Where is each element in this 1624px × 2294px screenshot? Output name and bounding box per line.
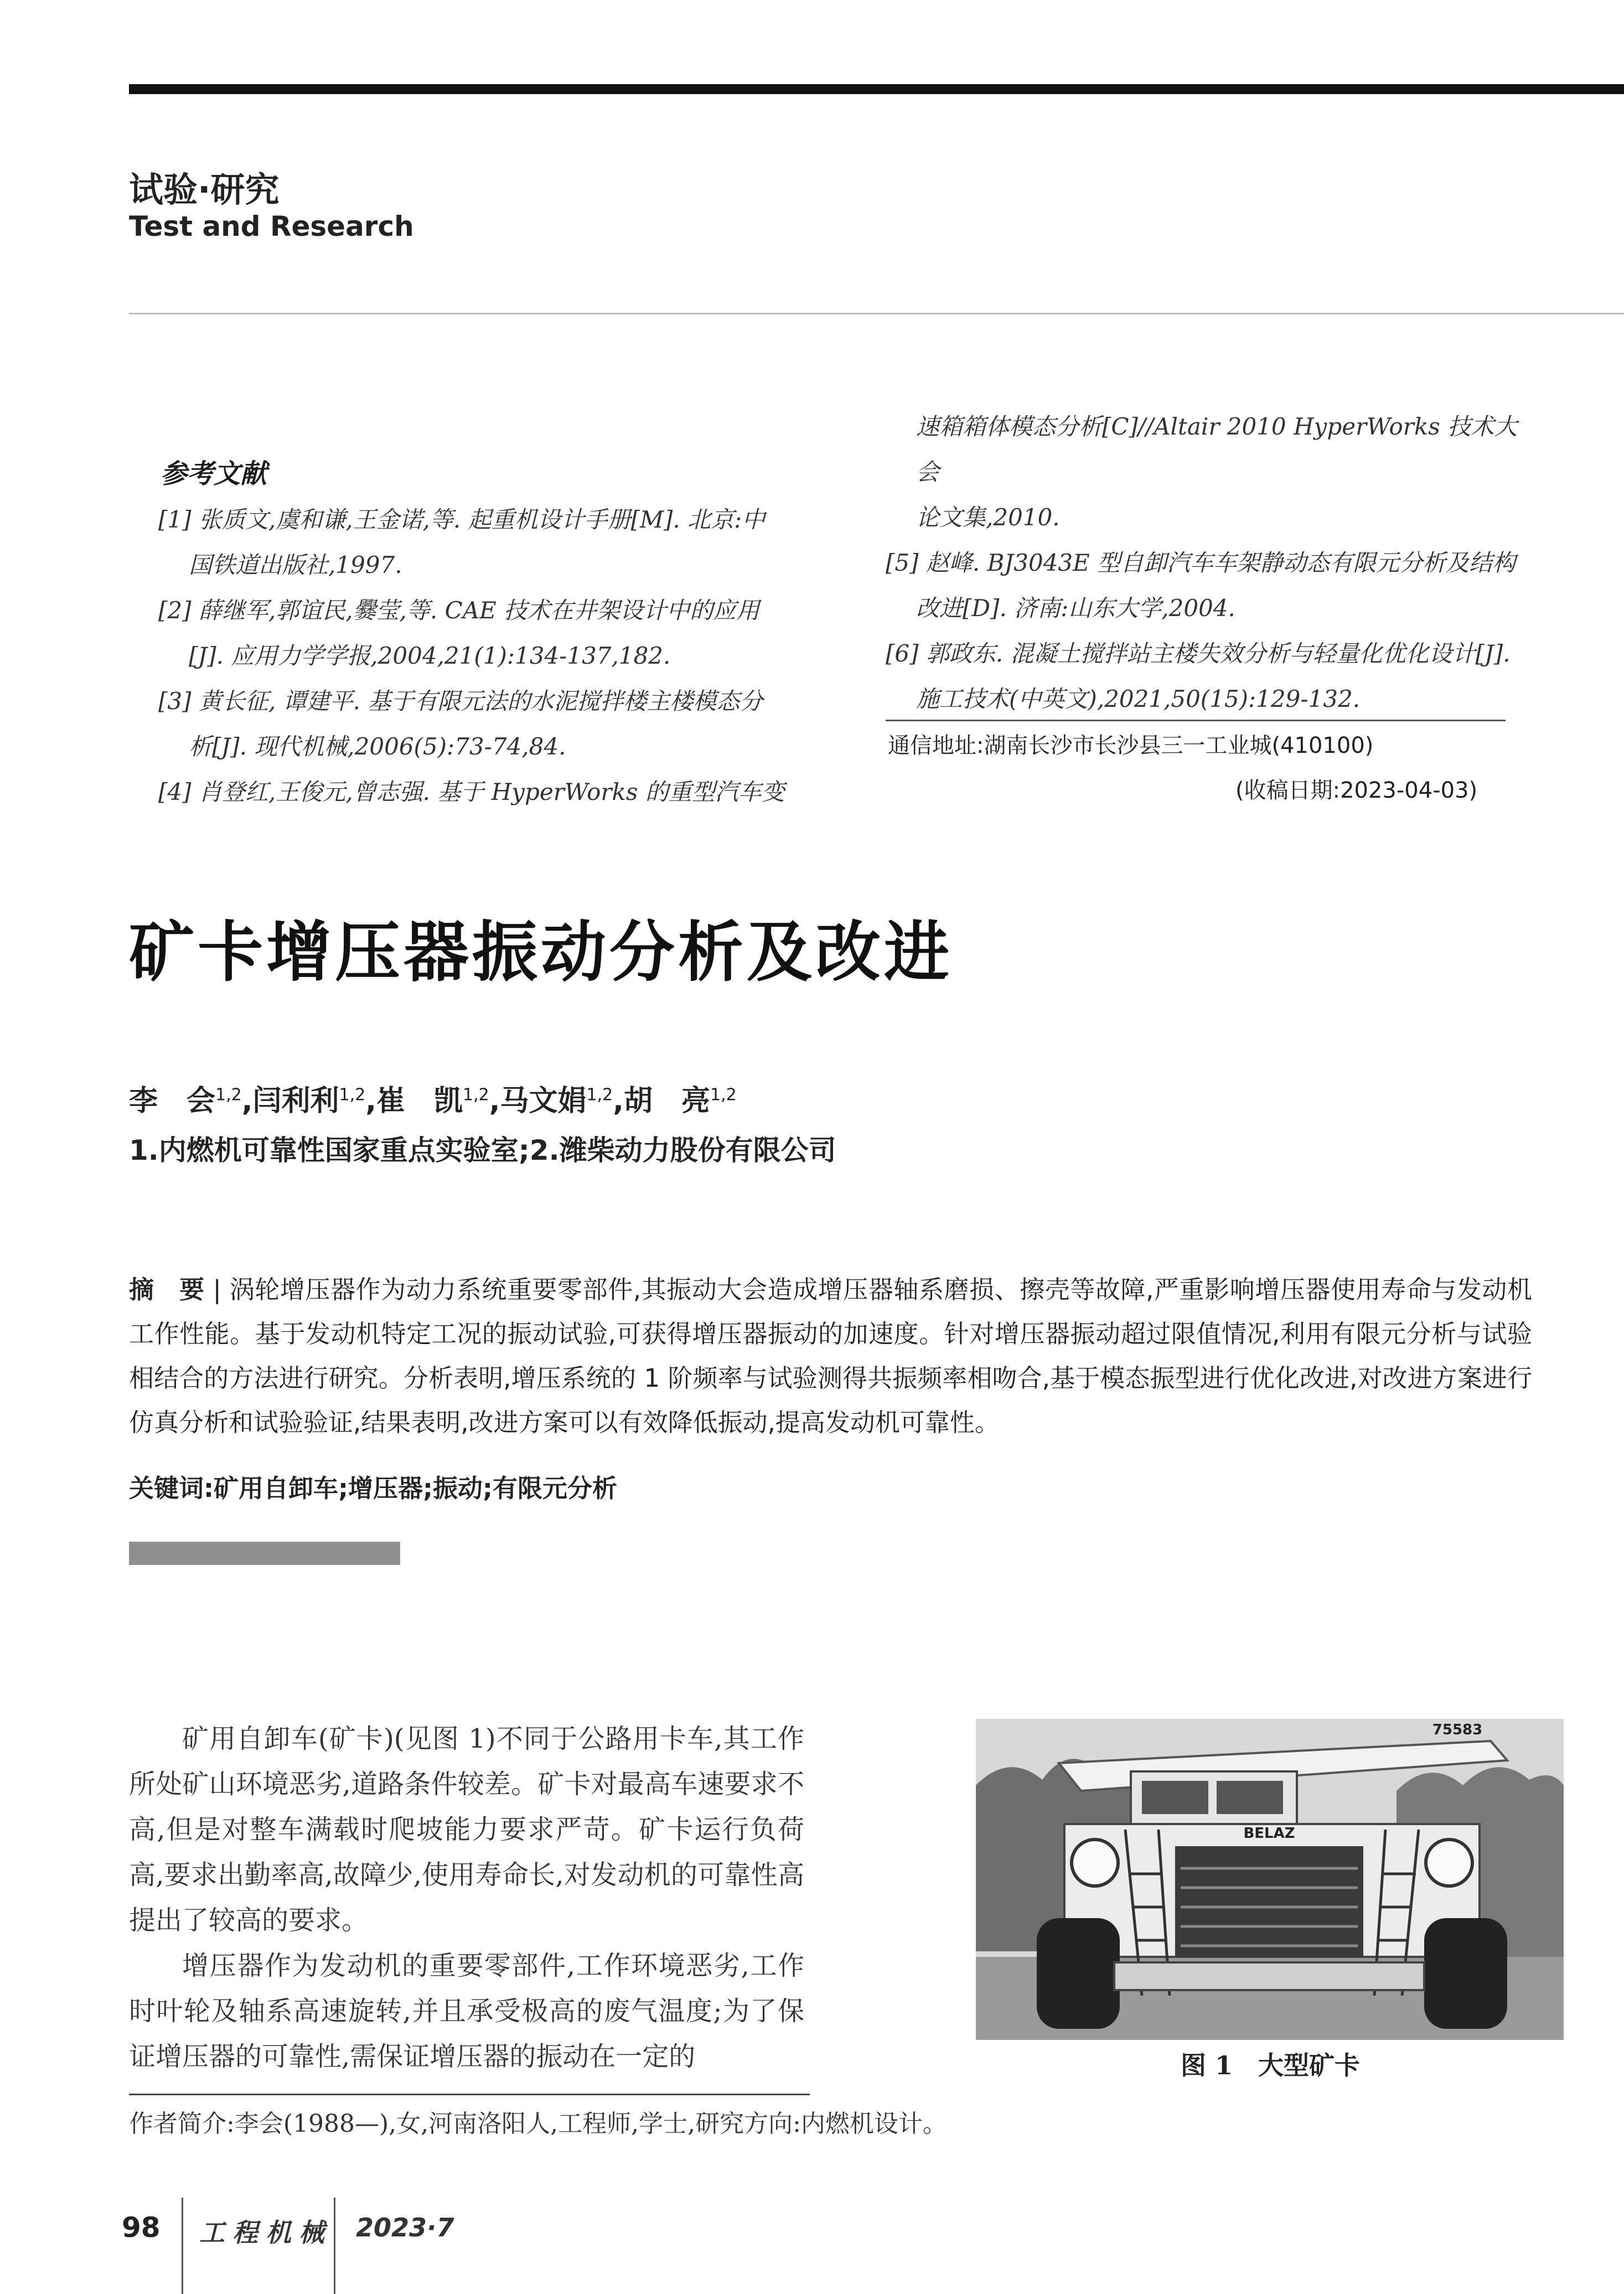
body-text [129,1716,804,2079]
keywords: 关键词:矿用自卸车;增压器;振动;有限元分析 [129,1474,617,1503]
body-paragraph: 矿用自卸车(矿卡)(见图 1)不同于公路用卡车,其工作所处矿山环境恶劣,道路条件较差。矿卡对最高车速要求不高,但是对整车满载时爬坡能力要求严苛。矿卡运行负荷高,要求出勤率高,故障少,使用寿命长,对发动机的可靠性高提出了较高的要求。 [129,1723,804,1936]
author-name: 崔 凯 [376,1084,463,1118]
truck-number-label: 75583 [1432,1722,1483,1738]
author-affiliation-mark: 1,2 [710,1085,737,1105]
author-name: 马文娟 [500,1084,587,1118]
footer-separator [182,2198,183,2294]
abstract-text: 涡轮增压器作为动力系统重要零部件,其振动大会造成增压器轴系磨损、擦壳等故障,严重影响增压器使用寿命与发动机工作性能。基于发动机特定工况的振动试验,可获得增压器振动的加速度。针对增压器振动超过限值情况,利用有限元分析与试验相结合的方法进行研究。分析表明,增压系统的 1 阶频率与试验测得共振频率相吻合,基于模态振型进行优化改进,对改进方案进行仿真分析和试验验证,结果表明,改进方案可以有效降低振动,提高发动机可靠性。 [129,1275,1532,1437]
references-left-column [158,497,795,815]
author-name: 闫利利 [252,1084,339,1118]
reference-item [886,404,1522,540]
abstract-separator: | [213,1275,221,1304]
body-paragraph: 增压器作为发动机的重要零部件,工作环境恶劣,工作时叶轮及轴系高速旋转,并且承受极高的废气温度;为了保证增压器的可靠性,需保证增压器的振动在一定的 [129,1950,804,2072]
abstract-label: 摘 要 [129,1275,205,1304]
reference-line: [4] 肖登红,王俊元,曾志强. 基于 HyperWorks 的重型汽车变 [158,778,785,805]
figure-mining-truck-photo [976,1719,1564,2040]
mining-truck-illustration [976,1719,1564,2040]
reference-line: [5] 赵峰. BJ3043E 型自卸汽车车架静动态有限元分析及结构 [886,549,1516,576]
reference-line: 改进[D]. 济南:山东大学,2004. [916,595,1235,622]
figure-caption: 图 1 大型矿卡 [1180,2050,1361,2080]
author-affiliation-mark: 1,2 [339,1085,366,1105]
references-heading: 参考文献 [161,458,267,489]
reference-item [158,588,795,679]
journal-name: 工程机械 [199,2218,332,2248]
abstract [129,1268,1532,1445]
truck-brand-label: BELAZ [1243,1825,1295,1842]
author-affiliation-mark: 1,2 [463,1085,489,1105]
top-rule [129,84,1624,94]
reference-line: [J]. 应用力学学报,2004,21(1):134-137,182. [189,642,671,669]
section-title-cn: 试验·研究 [129,169,280,210]
reference-item [158,679,795,769]
reference-line: [6] 郭政东. 混凝土搅拌站主楼失效分析与轻量化优化设计[J]. [886,640,1511,667]
article-title: 矿卡增压器振动分析及改进 [129,914,953,990]
page-number: 98 [122,2212,161,2244]
reference-line: [1] 张质文,虞和谦,王金诺,等. 起重机设计手册[M]. 北京:中 [158,506,766,533]
reference-item [158,497,795,588]
reference-item [886,540,1522,631]
reference-line: 析[J]. 现代机械,2006(5):73-74,84. [189,733,566,760]
reference-item [886,631,1522,722]
author-name: 胡 亮 [624,1084,711,1118]
received-date: (收稿日期:2023-04-03) [1235,778,1478,803]
header-divider [129,313,1624,314]
footnote-divider [129,2094,810,2095]
reference-line: 施工技术(中英文),2021,50(15):129-132. [916,685,1361,712]
footer-separator [334,2198,335,2294]
journal-issue: 2023·7 [356,2213,454,2243]
author-affiliation-mark: 1,2 [215,1085,242,1105]
reference-item [158,769,795,815]
author-list: 李 会$^{1,2}$,闫利利$^{1,2}$,崔 凯$^{1,2}$,马文娟$^{1,2}$,胡 亮$^{1,2}$ [129,1084,737,1118]
affiliations: 1.内燃机可靠性国家重点实验室;2.潍柴动力股份有限公司 [129,1134,836,1166]
section-marker-bar [129,1542,400,1565]
author-introduction: 作者简介:李会(1988—),女,河南洛阳人,工程师,学士,研究方向:内燃机设计。 [129,2110,947,2138]
author-name: 李 会 [129,1084,216,1118]
reference-line: 速箱箱体模态分析[C]//Altair 2010 HyperWorks 技术大会 [916,413,1518,485]
reference-line: [2] 薛继军,郭谊民,爨莹,等. CAE 技术在井架设计中的应用 [158,597,760,624]
section-title-en: Test and Research [129,210,414,242]
reference-line: 国铁道出版社,1997. [189,551,402,578]
author-affiliation-mark: 1,2 [586,1085,613,1105]
references-right-column [886,404,1522,722]
address-divider [886,720,1506,721]
reference-line: [3] 黄长征, 谭建平. 基于有限元法的水泥搅拌楼主楼模态分 [158,688,763,715]
reference-line: 论文集,2010. [916,504,1060,531]
correspondence-address: 通信地址:湖南长沙市长沙县三一工业城(410100) [888,733,1374,758]
